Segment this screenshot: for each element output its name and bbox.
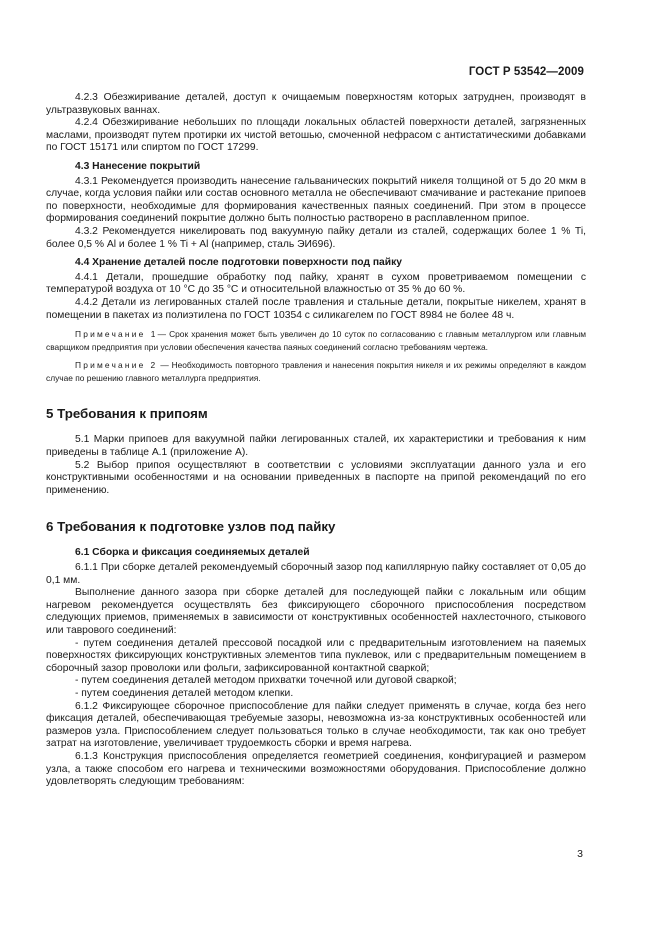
section-heading-5: 5 Требования к припоям [46, 406, 208, 422]
note-2 [46, 359, 586, 384]
section-heading-6: 6 Требования к подготовке узлов под пайку [46, 519, 336, 535]
subsection-heading-4-3: 4.3 Нанесение покрытий [75, 160, 201, 172]
list-item-press-fit: - путем соединения деталей прессовой посадкой или с предварительным изготовлением на паяемых поверхностях фиксирующих конструктивных элементов типа пуклевок, или с предварительным помещением в сборочный зазор проволоки или фольги, зафиксированной контактной сваркой; [46, 637, 586, 674]
paragraph-4-4-2: 4.4.2 Детали из легированных сталей после травления и стальные детали, покрытые никелем, хранят в помещении в пакетах из полиэтилена по ГОСТ 10354 с силикагелем по ГОСТ 8984 не более 48 ч. [46, 296, 586, 321]
paragraph-4-3-2: 4.3.2 Рекомендуется никелировать под вакуумную пайку детали из сталей, содержащих более 1 % Ti, более 0,5 % Al и более 1 % Ti + Al (например, сталь ЭИ696). [46, 225, 586, 250]
page-number: 3 [577, 848, 583, 860]
paragraph-5-2: 5.2 Выбор припоя осуществляют в соответствии с условиями эксплуатации данного узла и его конструктивными особенностями и на основании приведенных в паспорте на припой рекомендаций по его применению. [46, 459, 586, 496]
paragraph-4-2-4: 4.2.4 Обезжиривание небольших по площади локальных областей поверхности деталей, загрязненных маслами, производят путем протирки их чистой ветошью, смоченной нефрасом с антистатическими добавками по ГОСТ 15171 или спиртом по ГОСТ 17299. [46, 117, 586, 154]
standard-header: ГОСТ Р 53542—2009 [468, 66, 584, 78]
subsection-heading-4-4: 4.4 Хранение деталей после подготовки поверхности под пайку [75, 257, 402, 269]
subsection-heading-6-1: 6.1 Сборка и фиксация соединяемых деталей [75, 547, 310, 559]
paragraph-4-2-3: 4.2.3 Обезжиривание деталей, доступ к очищаемым поверхностям которых затруднен, производят в ультразвуковых ваннах. [46, 92, 586, 116]
list-item-riveting: - путем соединения деталей методом клепки. [75, 687, 294, 699]
paragraph-6-1-1-continued: Выполнение данного зазора при сборке деталей для последующей пайки с локальным или общим нагревом рекомендуется осуществлять без фиксирующего сборочного приспособления посредством следующих приемов, применяемых в зависимости от конструктивных особенностей нахлесточного, стыкового или таврового соединений: [46, 587, 586, 636]
note-2-text: — Необходимость повторного травления и нанесения покрытия никеля и их режимы определяют в каждом случае по решению главного металлурга предприятия. [46, 360, 587, 383]
paragraph-4-3-1: 4.3.1 Рекомендуется производить нанесение гальванических покрытий никеля толщиной от 5 до 20 мкм в случае, когда условия пайки или состав основного металла не обеспечивают смачивание и растекание припоев по поверхности, необходимые для формирования качественных паяных соединений. При этом в процессе формирования соединений покрытие должно быть полностью растворено в расплавленном припое. [46, 175, 586, 225]
note-1 [46, 328, 586, 353]
list-item-tack-welding: - путем соединения деталей методом прихватки точечной или дуговой сваркой; [75, 675, 457, 687]
paragraph-4-4-1: 4.4.1 Детали, прошедшие обработку под пайку, хранят в сухом проветриваемом помещении с температурой воздуха от 10 °С до 35 °С и относительной влажностью от 35 % до 60 %. [46, 271, 586, 296]
paragraph-6-1-2: 6.1.2 Фиксирующее сборочное приспособление для пайки следует применять в случае, когда без него фиксация деталей, обеспечивающая требуемые зазоры, невозможна из-за конструктивных особенностей или размеров узла. Приспособлением следует пользоваться только в случае необходимости, так как оно требует затрат на изготовление, увеличивает трудоемкость сборки и время нагрева. [46, 700, 586, 750]
page-content [46, 92, 586, 789]
note-2-label: Примечание 2 [75, 360, 158, 371]
note-1-text: — Срок хранения может быть увеличен до 10 суток по согласованию с главным металлургом или главным сварщиком предприятия при условии обеспечения качества паяных соединений согласно требованиям чертежа. [46, 329, 586, 352]
paragraph-6-1-1: 6.1.1 При сборке деталей рекомендуемый сборочный зазор под капиллярную пайку составляет от 0,05 до 0,1 мм. [46, 562, 586, 586]
note-1-label: Примечание 1 [75, 329, 158, 340]
paragraph-5-1: 5.1 Марки припоев для вакуумной пайки легированных сталей, их характеристики и требования к ним приведены в таблице А.1 (приложение А). [46, 434, 586, 459]
paragraph-6-1-3: 6.1.3 Конструкция приспособления определяется геометрией соединения, конфигурацией и размером узла, а также способом его нагрева и техническими возможностями оборудования. Приспособление должно удовлетворять следующим требованиям: [46, 750, 586, 788]
